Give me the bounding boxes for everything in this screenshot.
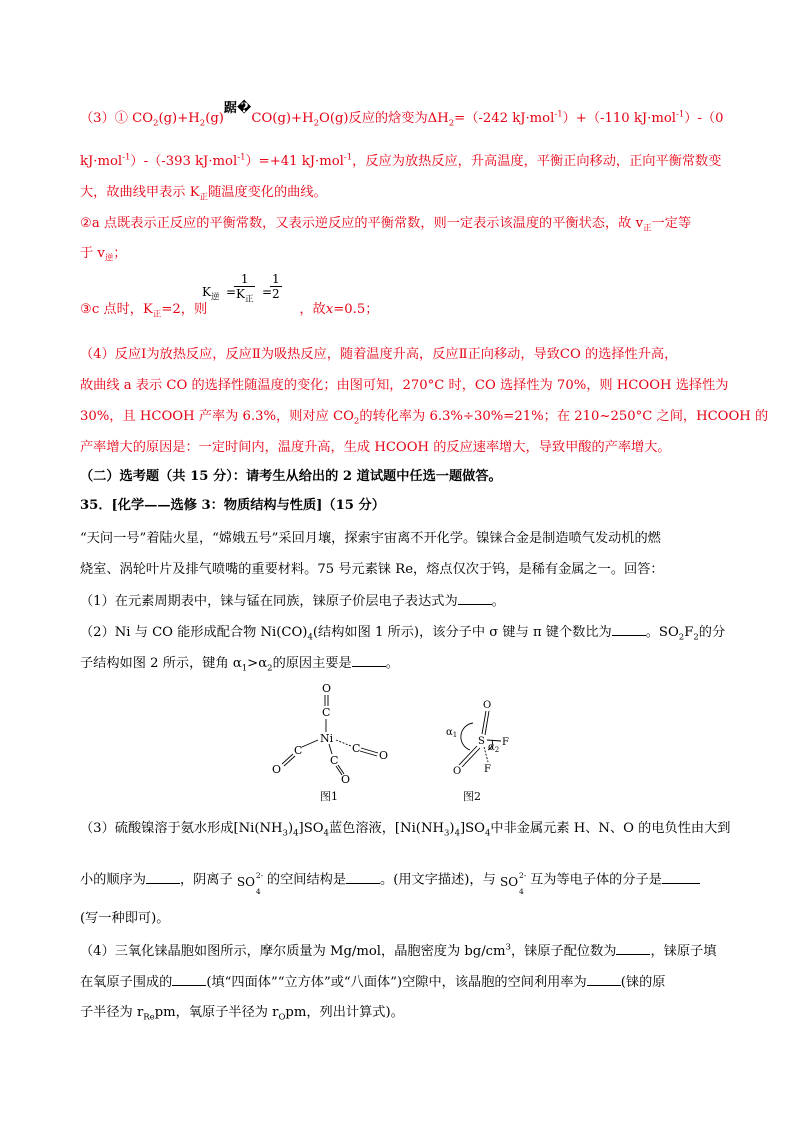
q35-part3-line2 [80, 868, 700, 896]
subscript: 1 [241, 663, 248, 674]
superscript: -1 [554, 109, 563, 120]
text: （4）三氧化铼晶胞如图所示，摩尔质量为 Mg/mol，晶胞密度为 bg/cm [80, 944, 506, 959]
text: 于 v [80, 246, 105, 261]
text: pm，氧原子半径为 r [154, 1005, 279, 1020]
p3-line3 [80, 184, 327, 202]
text: ]SO [298, 821, 324, 836]
text: 。(用文字描述)，与 [380, 872, 496, 888]
text: (g)+H [158, 111, 200, 126]
answer-blank[interactable] [458, 592, 492, 605]
subscript: 逆 [210, 292, 220, 303]
subscript: 4 [293, 828, 299, 839]
superscript: 2- [255, 871, 264, 880]
subscript: 3 [282, 828, 288, 839]
text: 的转化率为 6.3%÷30%=21%；在 210~250°C 之间，HCOOH 的 [359, 409, 769, 424]
text: 蓝色溶液，[Ni(NH [328, 821, 444, 836]
subscript: 4 [255, 887, 261, 896]
subscript: 2 [199, 118, 206, 129]
text: =2，则 [161, 302, 208, 317]
superscript: 2- [519, 871, 527, 880]
p4-line3 [80, 408, 768, 426]
q35-part1 [80, 592, 505, 611]
text: （4）反应Ⅰ为放热反应，反应Ⅱ为吸热反应，随着温度升高，反应Ⅱ正向移动，导致CO 的选择性升高， [80, 347, 678, 362]
bond-ni-c-left [302, 740, 318, 747]
answer-blank[interactable] [612, 623, 646, 636]
sulfate-ion-symbol [236, 868, 267, 896]
atom-s: S [478, 736, 485, 747]
subscript: O [278, 1012, 286, 1023]
p3-line2 [80, 153, 721, 171]
atom-o-bottom: O [341, 773, 351, 786]
text: =（-242 kJ·mol [454, 111, 555, 126]
subscript: 正 [643, 223, 652, 234]
subscript: 4 [485, 828, 491, 839]
text: ) [287, 821, 294, 836]
subscript: 正 [199, 192, 209, 203]
text: pm，列出计算式)。 [285, 1005, 404, 1020]
text: 。SO [645, 625, 679, 640]
text: SO [500, 875, 519, 889]
text: 35．[化学——选修 3：物质结构与性质]（15 分） [80, 498, 385, 513]
text: 随温度变化的曲线。 [208, 185, 327, 200]
text: 烧室、涡轮叶片及排气喷嘴的重要材料。75 号元素铼 Re，熔点仅次于钨，是稀有金属之一。回答： [80, 562, 664, 577]
fraction-1-over-kzheng [234, 272, 255, 305]
bond-ni-c-right [336, 740, 351, 746]
answer-blank[interactable] [616, 942, 650, 955]
text: 子半径为 r [80, 1005, 144, 1020]
numerator: 1 [272, 272, 280, 286]
text: (写一种即可)。 [80, 911, 170, 926]
text: 一定等 [651, 216, 692, 231]
text: 的空间结构是 [266, 872, 347, 888]
subscript: 2 [353, 416, 360, 427]
text: （二）选考题（共 15 分）：请考生从给出的 2 道试题中任选一题做答。 [80, 469, 502, 484]
atom-o-top: O [483, 700, 492, 711]
text: ②a 点既表示正反应的平衡常数，又表示逆反应的平衡常数，则一定表示该温度的平衡状态，故 v [80, 216, 644, 231]
figure-2-caption: 图2 [463, 790, 481, 803]
text: x [325, 302, 334, 317]
atom-c-left: C [294, 744, 303, 757]
q35-part2-line1 [80, 623, 725, 642]
answer-blank[interactable] [346, 871, 380, 884]
subscript: 2 [693, 632, 699, 643]
text: ) [449, 821, 455, 836]
subscript: 正 [244, 294, 254, 305]
superscript: -1 [122, 152, 131, 163]
text: (结构如图 1 所示)，该分子中 σ 键与 π 键个数比为 [312, 625, 612, 640]
q35-part4-line3 [80, 1004, 404, 1022]
text: 在氧原子围成的 [80, 975, 173, 990]
sulfate-ion-symbol [500, 868, 530, 896]
text: ，铼原子配位数为 [510, 944, 617, 959]
text: 的原因主要是 [272, 656, 352, 671]
equilibrium-arrow-glyph: 踞� [223, 101, 252, 116]
subscript: 4 [323, 828, 329, 839]
text: ③c 点时，K [80, 302, 153, 317]
text: SO [236, 875, 255, 889]
subscript: 2 [313, 118, 320, 129]
atom-f2: F [484, 764, 491, 775]
text: ）-（-393 kJ·mol [130, 154, 238, 169]
text: 中非金属元素 H、N、O 的电负性由大到 [490, 821, 731, 836]
text: ]SO [460, 821, 485, 836]
atom-c-right: C [352, 742, 361, 755]
fraction-1-over-2 [270, 272, 282, 301]
subscript: 3 [444, 828, 450, 839]
text: （2）Ni 与 CO 能形成配合物 Ni(CO) [80, 625, 308, 640]
q35-part4-line2 [80, 973, 665, 992]
q35-part4-line1 [80, 942, 716, 961]
text: 。 [491, 594, 505, 609]
answer-blank[interactable] [662, 871, 700, 884]
text: K [236, 287, 245, 301]
text: K [202, 285, 211, 299]
text: （3）硫酸镍溶于氨水形成[Ni(NH [80, 821, 283, 836]
alpha-1-label: $\alpha_1$ [446, 727, 458, 739]
text: CO(g)+H [251, 111, 314, 126]
text: （1）在元素周期表中，铼与锰在同族，铼原子价层电子表达式为 [80, 594, 458, 609]
bond-sf-1 [487, 740, 501, 741]
subscript: 4 [519, 887, 524, 896]
text: 互为等电子体的分子是 [530, 872, 662, 888]
atom-f1: F [502, 737, 509, 748]
figure-2-so2f2-structure [440, 698, 530, 782]
text: 30%，且 HCOOH 产率为 6.3%，则对应 CO [80, 409, 354, 424]
subscript: Re [143, 1012, 155, 1023]
q35-part3-line1 [80, 820, 730, 838]
p3-line1 [80, 101, 724, 129]
answer-blank[interactable] [352, 654, 386, 667]
text: 大，故曲线甲表示 K [80, 185, 200, 200]
q35-part3-line3 [80, 910, 169, 928]
q35-intro-2 [80, 561, 664, 579]
subscript: 逆 [104, 253, 114, 264]
p4-line4 [80, 439, 671, 457]
numerator: 1 [234, 272, 255, 287]
text: =0.5； [333, 302, 379, 317]
text: >α [247, 656, 268, 671]
bond-so-bottom-2 [462, 748, 480, 767]
q35-part2-line2 [80, 654, 399, 673]
text: ，故 [299, 302, 326, 317]
text: 故曲线 a 表示 CO 的选择性随温度的变化；由图可知，270°C 时，CO 选择性为 70%，则 HCOOH 选择性为 [80, 378, 729, 393]
subscript: 正 [152, 309, 162, 320]
text: ）+（-110 kJ·mol [562, 111, 676, 126]
text: ）-（0 [684, 111, 724, 126]
text: 小的顺序为 [80, 872, 146, 888]
p4-line1 [80, 346, 677, 364]
figure-1-ni-co4-structure [262, 680, 402, 790]
q35-intro-1 [80, 530, 661, 548]
text: kJ·mol [80, 154, 123, 169]
text: ，反应为放热反应，升高温度，平衡正向移动，正向平衡常数变 [352, 154, 722, 169]
bond-co-bottom [336, 766, 342, 775]
figure-1-caption: 图1 [320, 790, 338, 803]
text: F [684, 625, 694, 640]
subscript: 2 [448, 118, 455, 129]
atom-ni: Ni [320, 732, 334, 745]
superscript: -1 [676, 109, 685, 120]
text: ，铼原子填 [650, 944, 717, 959]
p3-line5 [80, 245, 127, 263]
text: (g) [205, 111, 224, 126]
atom-o-top: O [322, 682, 332, 695]
q35-title [80, 497, 385, 515]
text: (填“四面体”“立方体”或“八面体”)空隙中，该晶胞的空间利用率为 [206, 975, 587, 990]
atom-c-bottom: C [330, 754, 339, 767]
subscript: 2 [267, 663, 273, 674]
subscript: 2 [678, 632, 685, 643]
superscript: -1 [237, 152, 246, 163]
answer-blank[interactable] [146, 871, 180, 884]
text: “天问一号”着陆火星，“嫦娥五号”采回月壤，探索宇宙离不开化学。镍铼合金是制造喷气发动机的燃 [80, 531, 661, 546]
alpha-2-label: $\alpha_2$ [488, 742, 500, 754]
text: 。 [385, 656, 399, 671]
answer-blank[interactable] [172, 973, 206, 986]
alpha-1-arc [461, 723, 473, 750]
answer-blank[interactable] [587, 973, 621, 986]
p3-line4 [80, 215, 691, 233]
subscript: 4 [307, 632, 313, 643]
text: O(g)反应的焓变为ΔH [319, 111, 449, 126]
p4-line2 [80, 377, 728, 395]
text: ，阴离子 [179, 872, 233, 888]
denominator: 2 [272, 287, 280, 301]
text: ； [113, 246, 127, 261]
section-2-heading [80, 468, 502, 486]
text: ）=+41 kJ·mol [245, 154, 344, 169]
atom-o-bottom: O [453, 766, 462, 777]
superscript: -1 [343, 152, 353, 163]
text: （3）① CO [80, 111, 154, 126]
atom-o-right: O [379, 749, 389, 762]
bond-ni-c-bottom [329, 744, 332, 754]
atom-c-top: C [322, 706, 331, 719]
text: 子结构如图 2 所示，键角 α [80, 656, 242, 671]
superscript: 3 [505, 942, 511, 953]
subscript: 4 [454, 828, 460, 839]
subscript: 2 [153, 118, 159, 129]
text: 产率增大的原因是：一定时间内，温度升高，生成 HCOOH 的反应速率增大，导致甲酸的产率增大。 [80, 440, 671, 455]
atom-o-left: O [272, 763, 282, 776]
text: 的分 [698, 625, 726, 640]
text: (铼的原 [620, 975, 666, 990]
